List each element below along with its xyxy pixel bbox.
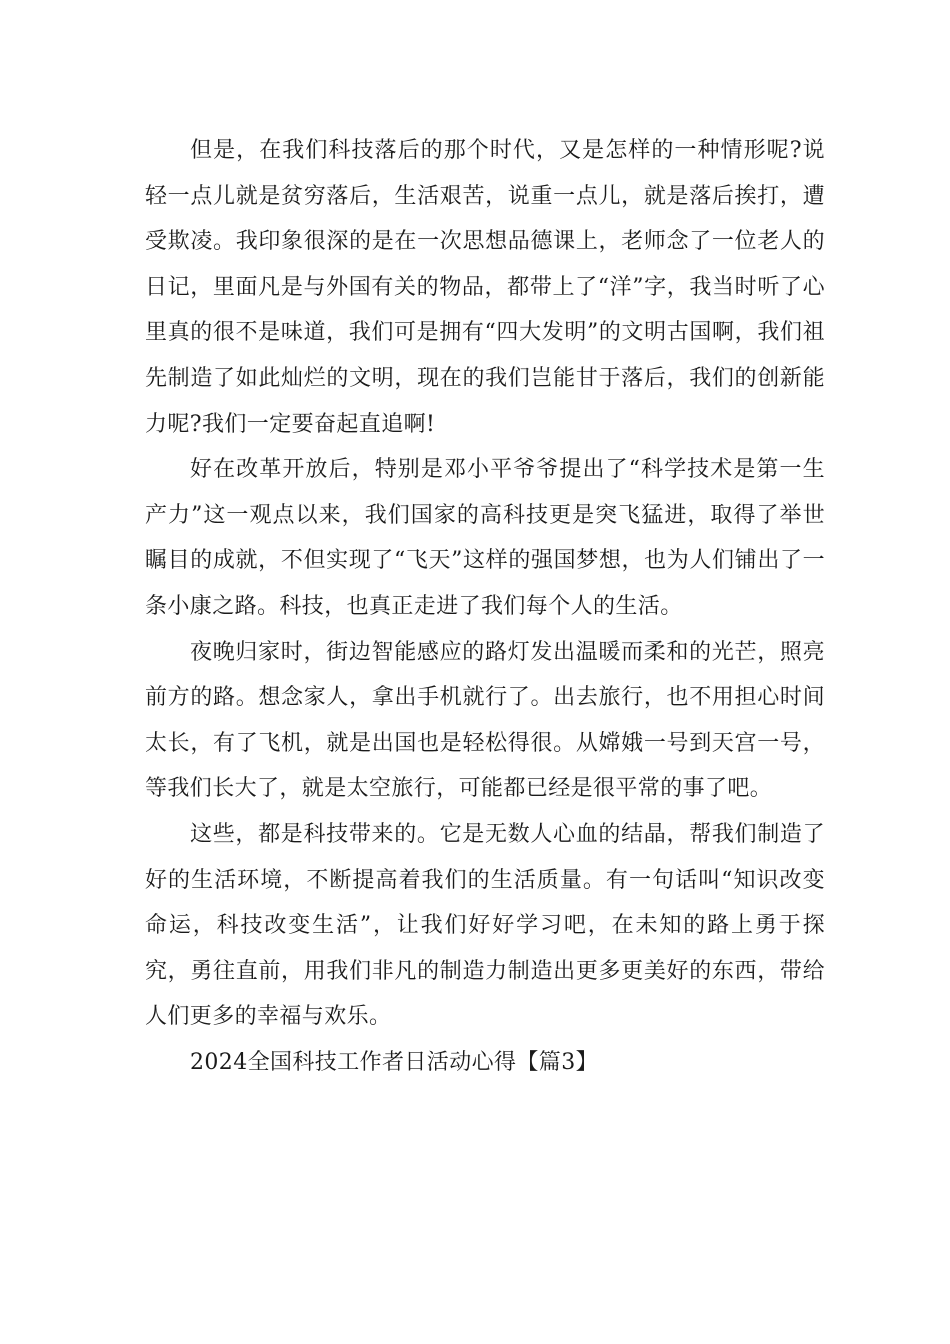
document-body (145, 128, 825, 1085)
paragraph-1: 但是，在我们科技落后的那个时代，又是怎样的一种情形呢?说轻一点儿就是贫穷落后，生活艰苦，说重一点儿，就是落后挨打，遭受欺凌。我印象很深的是在一次思想品德课上，老师念了一位老人的日记，里面凡是与外国有关的物品，都带上了“洋”字，我当时听了心里真的很不是味道，我们可是拥有“四大发明”的文明古国啊，我们祖先制造了如此灿烂的文明，现在的我们岂能甘于落后，我们的创新能力呢?我们一定要奋起直追啊! (145, 138, 825, 437)
paragraph-3: 夜晚归家时，街边智能感应的路灯发出温暖而柔和的光芒，照亮前方的路。想念家人，拿出手机就行了。出去旅行，也不用担心时间太长，有了飞机，就是出国也是轻松得很。从嫦娥一号到天宫一号，等我们长大了，就是太空旅行，可能都已经是很平常的事了吧。 (145, 639, 825, 802)
section-heading: 2024全国科技工作者日活动心得【篇3】 (190, 1049, 598, 1075)
paragraph-4: 这些，都是科技带来的。它是无数人心血的结晶，帮我们制造了好的生活环境，不断提高着我们的生活质量。有一句话叫“知识改变命运，科技改变生活”，让我们好好学习吧，在未知的路上勇于探究，勇往直前，用我们非凡的制造力制造出更多更美好的东西，带给人们更多的幸福与欢乐。 (145, 821, 825, 1030)
paragraph-2: 好在改革开放后，特别是邓小平爷爷提出了“科学技术是第一生产力”这一观点以来，我们国家的高科技更是突飞猛进，取得了举世瞩目的成就，不但实现了“飞天”这样的强国梦想，也为人们铺出了一条小康之路。科技，也真正走进了我们每个人的生活。 (145, 457, 825, 619)
